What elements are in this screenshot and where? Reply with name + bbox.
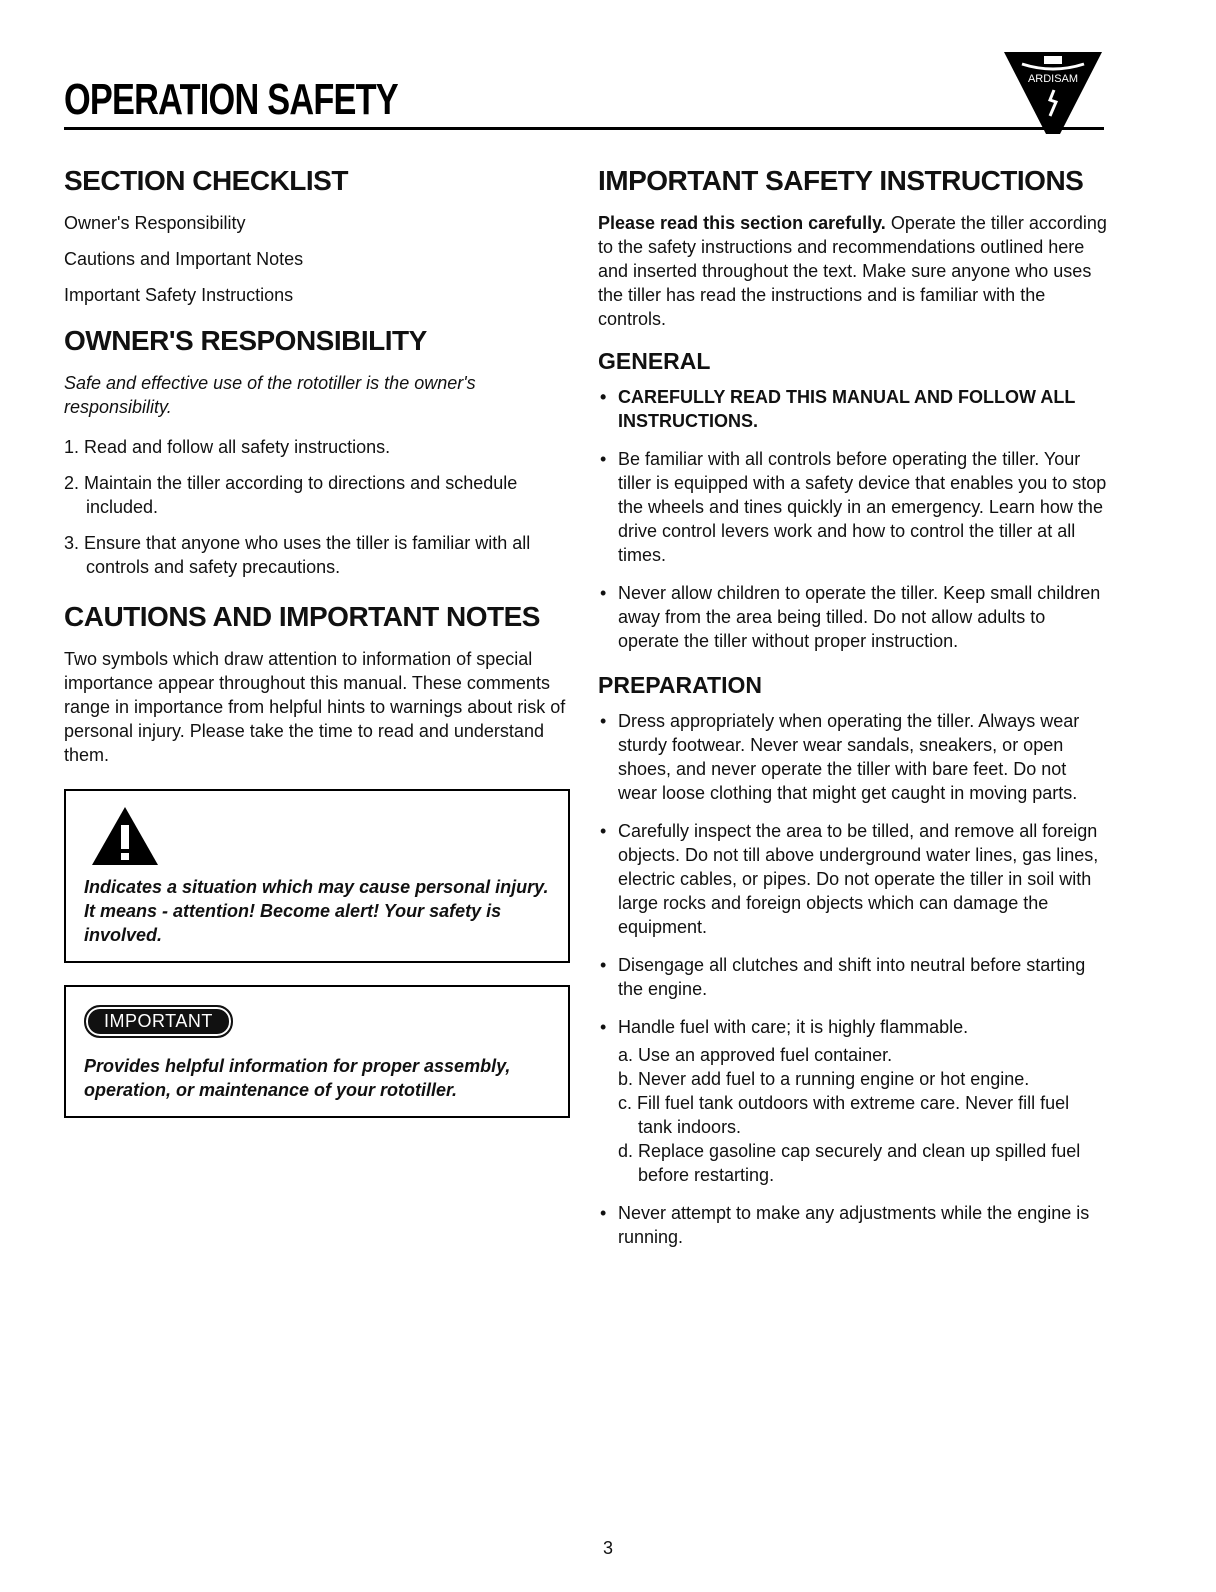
preparation-item-fuel bbox=[598, 1015, 1108, 1187]
preparation-heading: PREPARATION bbox=[598, 672, 762, 698]
section-checklist bbox=[64, 211, 570, 307]
warning-triangle-icon bbox=[90, 805, 160, 867]
warning-box bbox=[64, 789, 570, 963]
preparation-item: • Disengage all clutches and shift into neutral before starting the engine. bbox=[598, 953, 1108, 1001]
owners-list bbox=[64, 435, 570, 579]
right-column bbox=[598, 165, 1108, 1267]
owners-intro: Safe and effective use of the rototiller is the owner's responsibility. bbox=[64, 373, 476, 417]
important-box bbox=[64, 985, 570, 1118]
fuel-sub-list bbox=[618, 1043, 1108, 1187]
fuel-item-text: Handle fuel with care; it is highly flammable. bbox=[618, 1017, 969, 1037]
preparation-item: • Never attempt to make any adjustments while the engine is running. bbox=[598, 1201, 1108, 1249]
safety-intro-text: Operate the tiller according to the safety instructions and recommendations outlined here and inserted throughout the text. Make sure anyone who uses the tiller has read the instructions and is familiar with the controls. bbox=[598, 213, 1107, 329]
checklist-item: Owner's Responsibility bbox=[64, 213, 246, 233]
preparation-item: • Carefully inspect the area to be tilled, and remove all foreign objects. Do not till above underground water lines, gas lines, electric cables, or pipes. Do not operate the tiller in soil with large rocks and foreign objects which can damage the equipment. bbox=[598, 819, 1108, 939]
general-list bbox=[598, 385, 1108, 653]
important-text: Provides helpful information for proper assembly, operation, or maintenance of your rototiller. bbox=[84, 1056, 511, 1100]
svg-text:ARDISAM: ARDISAM bbox=[1027, 73, 1079, 85]
checklist-item: Important Safety Instructions bbox=[64, 285, 294, 305]
fuel-sub-item: c. Fill fuel tank outdoors with extreme care. Never fill fuel tank indoors. bbox=[618, 1093, 1070, 1137]
safety-instructions-heading: IMPORTANT SAFETY INSTRUCTIONS bbox=[598, 165, 1084, 196]
general-item: • Never allow children to operate the tiller. Keep small children away from the area being tilled. Do not allow adults to operate the tiller without proper instruction. bbox=[598, 581, 1108, 653]
warning-text: Indicates a situation which may cause personal injury. It means - attention! Become alert! Your safety is involved. bbox=[84, 877, 549, 945]
title-rule bbox=[64, 127, 1104, 130]
general-item: • CAREFULLY READ THIS MANUAL AND FOLLOW ALL INSTRUCTIONS. bbox=[598, 385, 1108, 433]
owners-item: 2. Maintain the tiller according to directions and schedule included. bbox=[64, 473, 518, 517]
ardisam-logo bbox=[1002, 46, 1104, 136]
safety-intro bbox=[598, 211, 1108, 331]
page-number: 3 bbox=[602, 1538, 613, 1558]
page-title: OPERATION SAFETY bbox=[64, 75, 398, 124]
preparation-item: • Dress appropriately when operating the tiller. Always wear sturdy footwear. Never wear sandals, sneakers, or open shoes, and never operate the tiller with bare feet. Do not wear loose clothing that might get caught in moving parts. bbox=[598, 709, 1108, 805]
checklist-item: Cautions and Important Notes bbox=[64, 249, 304, 269]
left-column bbox=[64, 165, 570, 1140]
owners-responsibility-heading: OWNER'S RESPONSIBILITY bbox=[64, 325, 427, 356]
important-badge: IMPORTANT bbox=[84, 1005, 233, 1038]
owners-item: 1. Read and follow all safety instructions. bbox=[64, 437, 391, 457]
fuel-sub-item: d. Replace gasoline cap securely and clean up spilled fuel before restarting. bbox=[618, 1141, 1081, 1185]
preparation-list bbox=[598, 709, 1108, 1249]
cautions-heading: CAUTIONS AND IMPORTANT NOTES bbox=[64, 601, 540, 632]
general-heading: GENERAL bbox=[598, 348, 711, 374]
owners-item: 3. Ensure that anyone who uses the tiller is familiar with all controls and safety precautions. bbox=[64, 533, 531, 577]
safety-intro-bold: Please read this section carefully. bbox=[598, 213, 886, 233]
general-item: • Be familiar with all controls before operating the tiller. Your tiller is equipped with a safety device that enables you to stop the wheels and tines quickly in an emergency. Learn how the drive control levers work and how to control the tiller at all times. bbox=[598, 447, 1108, 567]
fuel-sub-item: b. Never add fuel to a running engine or hot engine. bbox=[618, 1069, 1030, 1089]
fuel-sub-item: a. Use an approved fuel container. bbox=[618, 1045, 893, 1065]
cautions-text: Two symbols which draw attention to information of special importance appear throughout this manual. These comments range in importance from helpful hints to warnings about risk of personal injury. Please take the time to read and understand them. bbox=[64, 649, 566, 765]
section-checklist-heading: SECTION CHECKLIST bbox=[64, 165, 348, 196]
